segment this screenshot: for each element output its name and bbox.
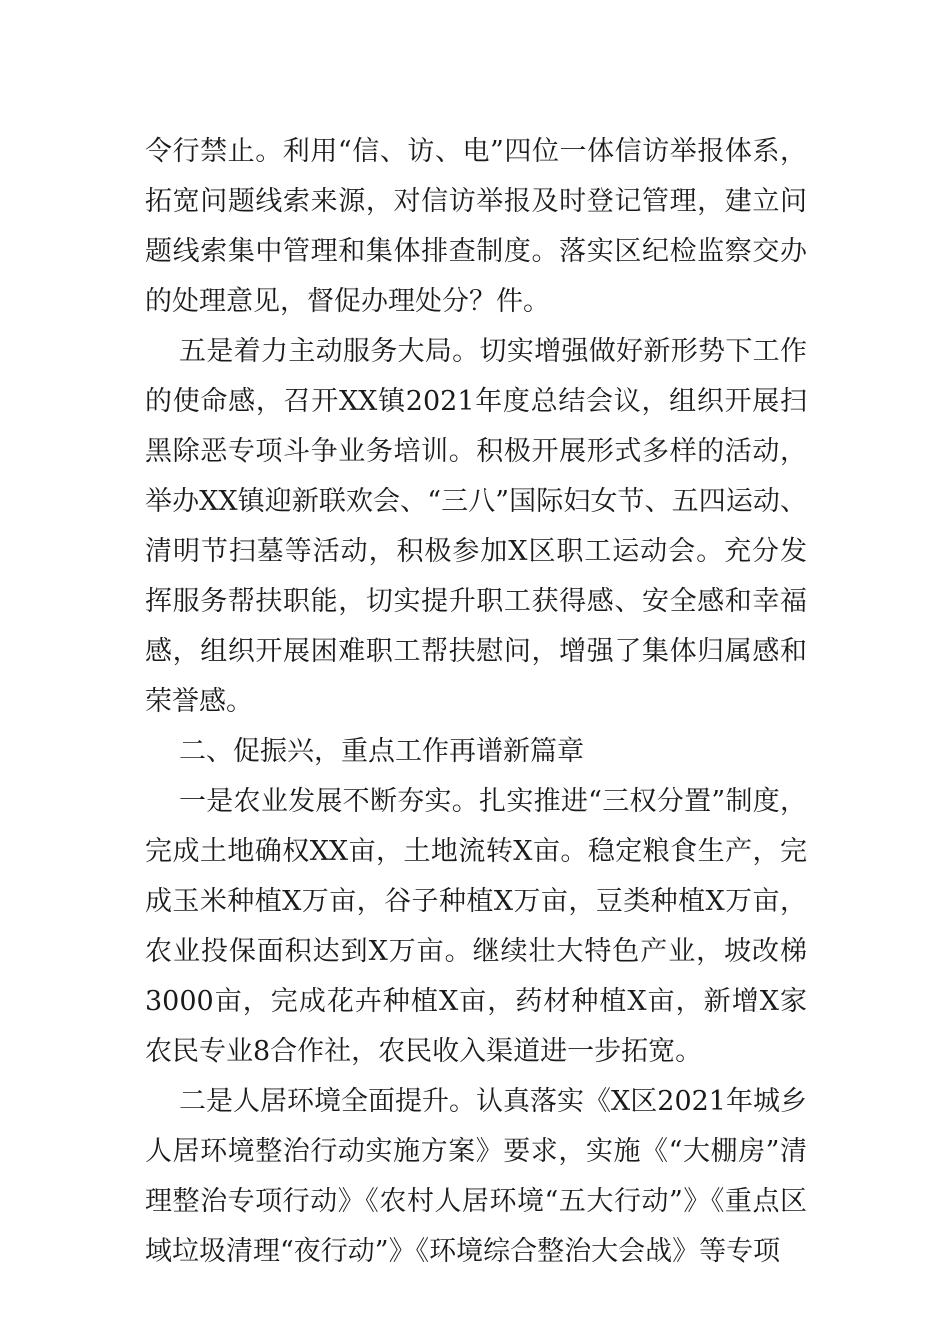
- document-body: [145, 127, 807, 1277]
- paragraph-continuation: 令行禁止。利用“信、访、电”四位一体信访举报体系，拓宽问题线索来源，对信访举报及时登记管理，建立问题线索集中管理和集体排查制度。落实区纪检监察交办的处理意见，督促办理处分？件。: [145, 136, 807, 317]
- paragraph-living-environment: 二是人居环境全面提升。认真落实《X区2021年城乡人居环境整治行动实施方案》要求，实施《“大棚房”清理整治专项行动》《农村人居环境“五大行动”》《重点区域垃圾清理“夜行动”》《环境综合整治大会战》等专项: [145, 1086, 807, 1267]
- section-heading: 二、促振兴，重点工作再谱新篇章: [179, 736, 584, 767]
- paragraph-agriculture: 一是农业发展不断夯实。扎实推进“三权分置”制度，完成土地确权XX亩，土地流转X亩。稳定粮食生产，完成玉米种植X万亩，谷子种植X万亩，豆类种植X万亩，农业投保面积达到X万亩。继续壮大特色产业，坡改梯3000亩，完成花卉种植X亩，药材种植X亩，新增X家农民专业8合作社，农民收入渠道进一步拓宽。: [145, 786, 807, 1067]
- paragraph-service-overall: 五是着力主动服务大局。切实增强做好新形势下工作的使命感，召开XX镇2021年度总结会议，组织开展扫黑除恶专项斗争业务培训。积极开展形式多样的活动，举办XX镇迎新联欢会、“三八”国际妇女节、五四运动、清明节扫墓等活动，积极参加X区职工运动会。充分发挥服务帮扶职能，切实提升职工获得感、安全感和幸福感，组织开展困难职工帮扶慰问，增强了集体归属感和荣誉感。: [145, 336, 807, 717]
